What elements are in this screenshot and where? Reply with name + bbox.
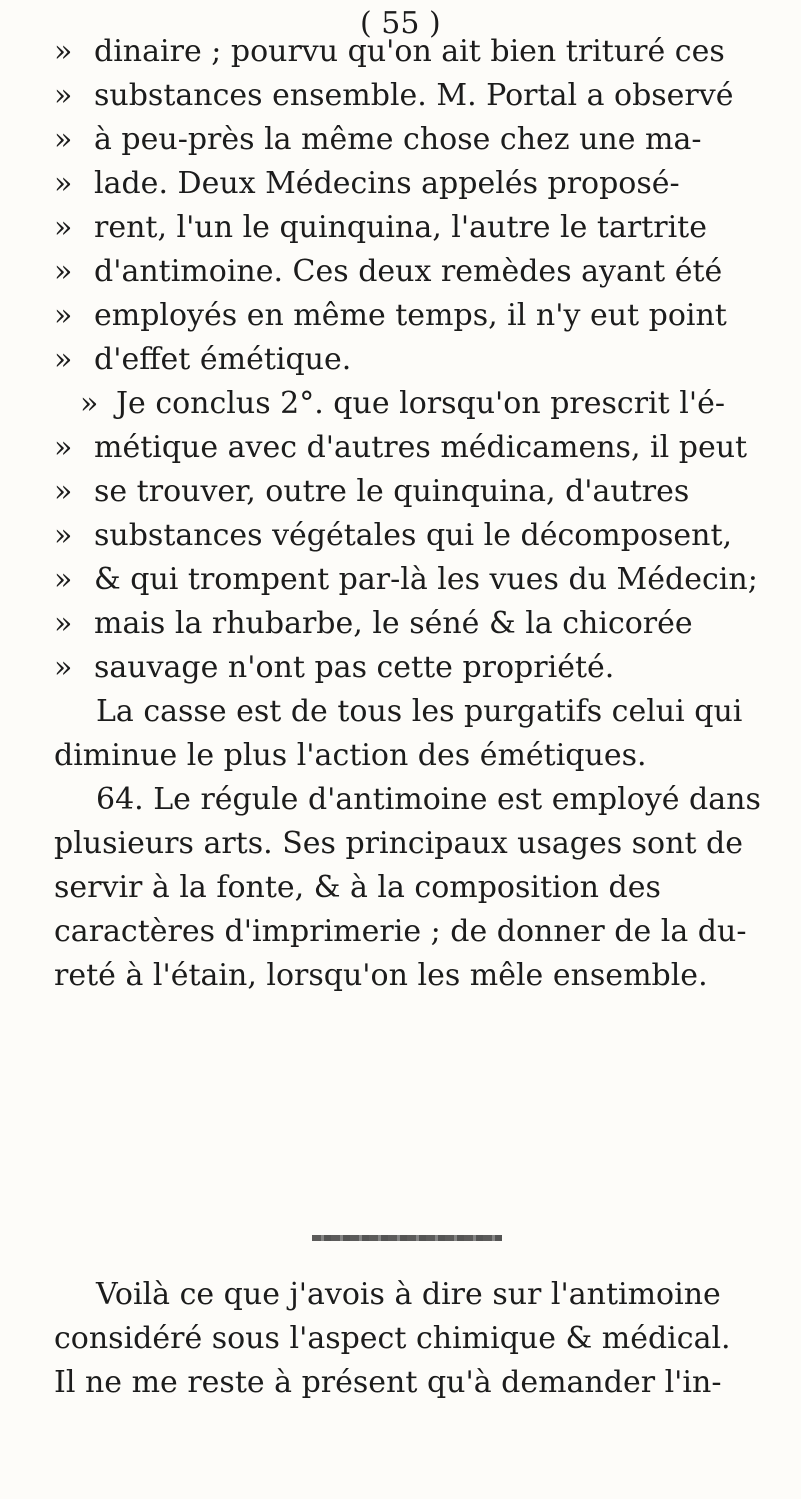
quote-mark: »	[54, 78, 73, 113]
line-text: lade. Deux Médecins appelés proposé-	[94, 166, 680, 201]
line-text: rent, l'un le quinquina, l'autre le tartrite	[94, 210, 707, 245]
section-divider	[312, 1235, 502, 1241]
quote-mark: »	[54, 298, 73, 333]
quote-mark: »	[54, 342, 73, 377]
line-text: mais la rhubarbe, le séné & la chicorée	[94, 606, 693, 641]
line-text-part: substances ensemble. M. Portal a observé	[94, 78, 734, 113]
line-text: servir à la fonte, & à la composition des	[54, 870, 661, 905]
line-text: La casse est de tous les purgatifs celui qui	[96, 694, 743, 729]
line-text: caractères d'imprimerie ; de donner de la du-	[54, 914, 747, 949]
line-text: substances végétales qui le décomposent,	[94, 518, 733, 553]
quote-mark: »	[54, 430, 73, 465]
line-text: & qui trompent par-là les vues du Médecin;	[94, 562, 758, 597]
quote-mark: »	[54, 210, 73, 245]
line-text: dinaire ; pourvu qu'on ait bien trituré ces	[94, 34, 725, 69]
line-text: métique avec d'autres médicamens, il peut	[94, 430, 748, 465]
line-text: sauvage n'ont pas cette propriété.	[94, 650, 615, 685]
quote-mark: »	[54, 34, 73, 69]
line-text	[94, 74, 733, 118]
line-text: diminue le plus l'action des émétiques.	[54, 738, 647, 773]
line-text: plusieurs arts. Ses principaux usages sont de	[54, 826, 743, 861]
line-text: Je conclus 2°. que lorsqu'on prescrit l'é-	[116, 386, 725, 421]
quote-mark: »	[54, 166, 73, 201]
page-number: ( 55 )	[360, 6, 441, 41]
quote-mark: »	[54, 474, 73, 509]
line-text: considéré sous l'aspect chimique & médical.	[54, 1321, 731, 1356]
line-text: Il ne me reste à présent qu'à demander l'in-	[54, 1365, 722, 1400]
quote-mark: »	[54, 254, 73, 289]
line-text: d'antimoine. Ces deux remèdes ayant été	[94, 254, 723, 289]
quote-mark: »	[54, 518, 73, 553]
quote-mark: »	[54, 650, 73, 685]
line-text: d'effet émétique.	[94, 342, 352, 377]
line-text: se trouver, outre le quinquina, d'autres	[94, 474, 690, 509]
line-text: reté à l'étain, lorsqu'on les mêle ensemble.	[54, 958, 708, 993]
line-text: à peu-près la même chose chez une ma-	[94, 122, 702, 157]
line-text: 64. Le régule d'antimoine est employé dans	[96, 782, 761, 817]
quote-mark: »	[54, 122, 73, 157]
quote-mark: »	[54, 562, 73, 597]
line-text: employés en même temps, il n'y eut point	[94, 298, 727, 333]
quote-mark: »	[80, 386, 99, 421]
quote-mark: »	[54, 606, 73, 641]
line-text: Voilà ce que j'avois à dire sur l'antimoine	[96, 1277, 721, 1312]
